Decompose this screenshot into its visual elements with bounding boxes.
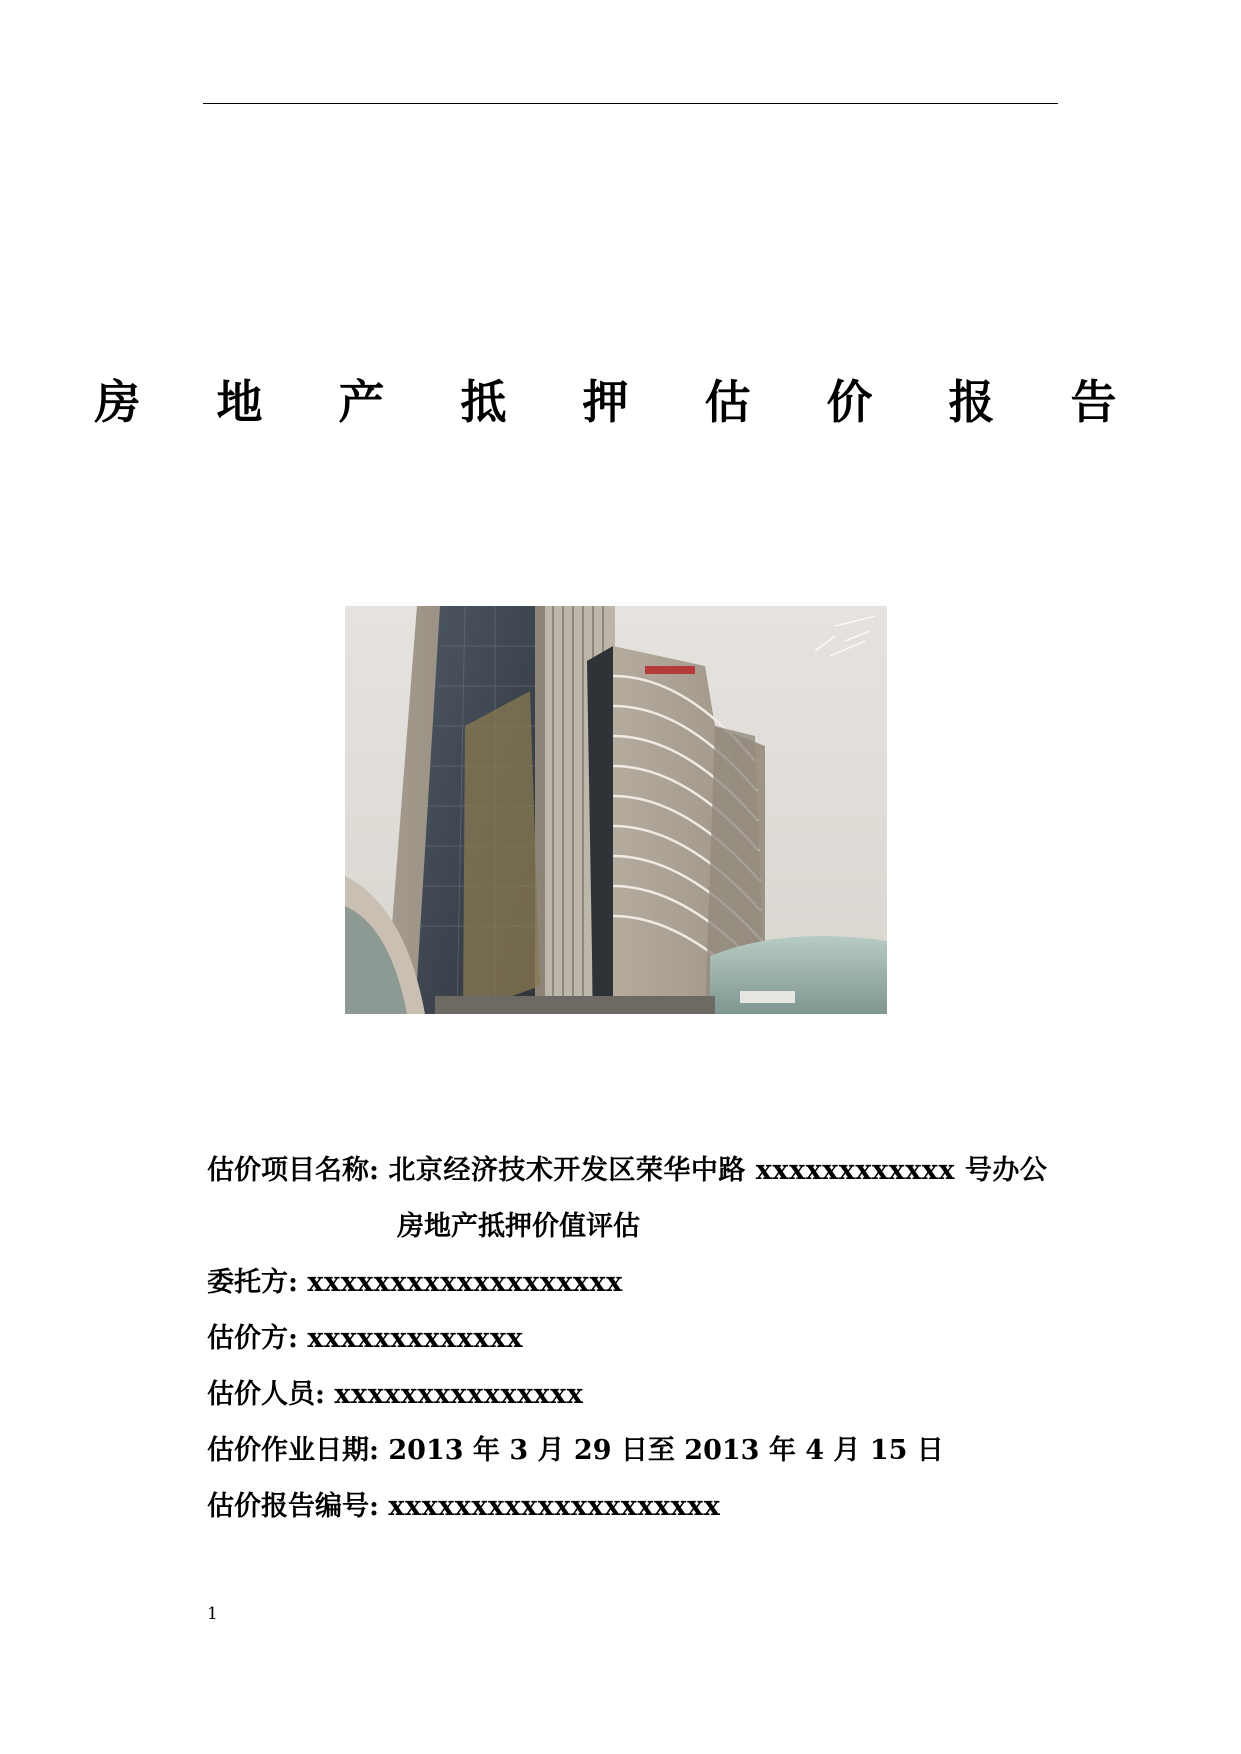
work-date-label: 估价作业日期: [207, 1435, 379, 1466]
staff-row [207, 1367, 1067, 1423]
staff-label: 估价人员: [207, 1379, 325, 1410]
report-number-label: 估价报告编号: [207, 1491, 379, 1522]
building-photo [345, 606, 887, 1014]
project-name-row [207, 1143, 1067, 1199]
page-title: 房 地 产 抵 押 估 价 报 告 [94, 375, 1147, 429]
page-number: 1 [207, 1604, 218, 1624]
report-info [207, 1143, 1067, 1535]
report-number-row [207, 1479, 1067, 1535]
client-label: 委托方: [207, 1267, 298, 1298]
work-date-value: 2013 年 3 月 29 日至 2013 年 4 月 15 日 [388, 1435, 944, 1466]
client-value: xxxxxxxxxxxxxxxxxxx [307, 1267, 623, 1298]
appraiser-value: xxxxxxxxxxxxx [307, 1323, 524, 1354]
appraiser-row [207, 1311, 1067, 1367]
project-name-value-continued: 房地产抵押价值评估 [397, 1211, 640, 1242]
project-name-label: 估价项目名称: [207, 1155, 379, 1186]
project-name-row-continued [207, 1199, 1067, 1255]
work-date-row [207, 1423, 1067, 1479]
report-number-value: xxxxxxxxxxxxxxxxxxxx [388, 1491, 721, 1522]
header-rule [203, 103, 1058, 104]
building-photo-image [345, 606, 887, 1014]
staff-value: xxxxxxxxxxxxxxx [334, 1379, 584, 1410]
project-name-value: 北京经济技术开发区荣华中路 xxxxxxxxxxxx 号办公 [388, 1155, 1048, 1186]
client-row [207, 1255, 1067, 1311]
appraiser-label: 估价方: [207, 1323, 298, 1354]
